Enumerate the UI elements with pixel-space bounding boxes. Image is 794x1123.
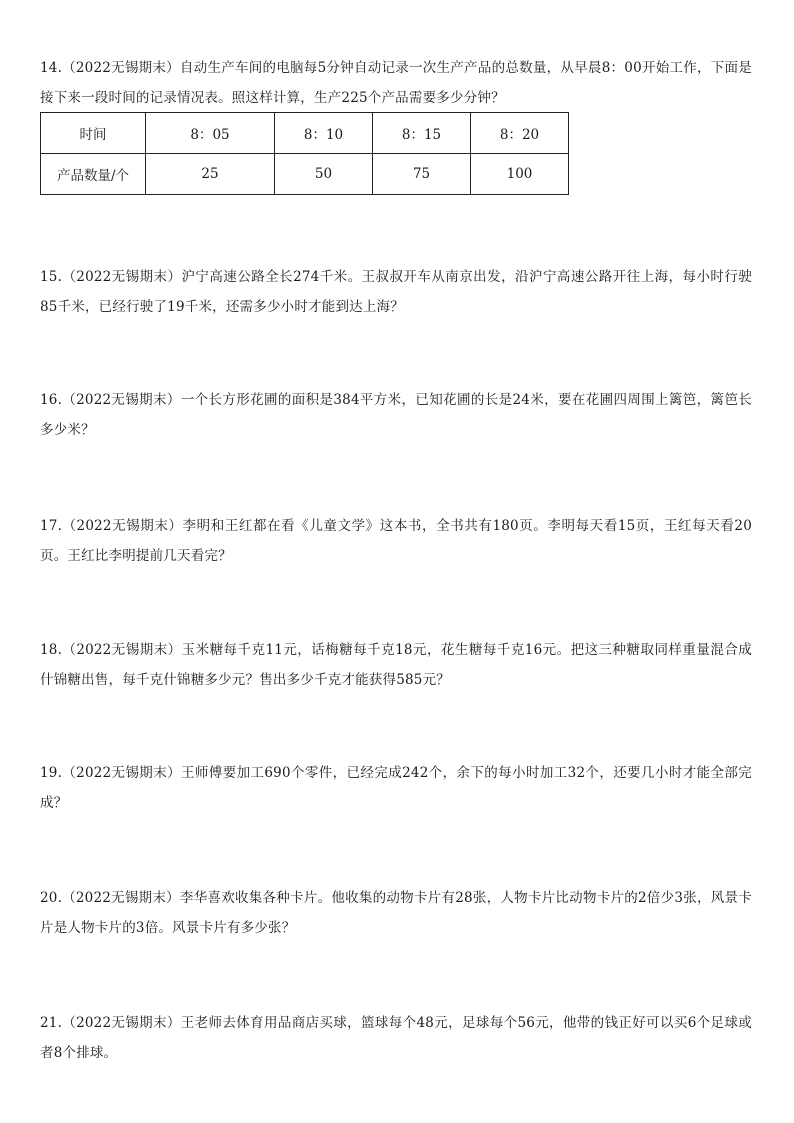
table-header-time: 时间 — [41, 113, 146, 154]
table-header-count: 产品数量/个 — [41, 154, 146, 195]
table-cell: 8：15 — [373, 113, 471, 154]
question-20: 20.（2022无锡期末）李华喜欢收集各种卡片。他收集的动物卡片有28张，人物卡片比动物卡片的2倍少3张，风景卡片是人物卡片的3倍。风景卡片有多少张？ — [40, 890, 752, 936]
table-cell: 50 — [275, 154, 373, 195]
question-14: 14.（2022无锡期末）自动生产车间的电脑每5分钟自动记录一次生产产品的总数量，从早晨8：00开始工作，下面是接下来一段时间的记录情况表。照这样计算，生产225个产品需要多少分钟？ — [40, 60, 752, 106]
question-21: 21.（2022无锡期末）王老师去体育用品商店买球，篮球每个48元，足球每个56元，他带的钱正好可以买6个足球或者8个排球。 — [40, 1015, 752, 1061]
table-row-time — [41, 113, 569, 154]
question-15: 15.（2022无锡期末）沪宁高速公路全长274千米。王叔叔开车从南京出发，沿沪宁高速公路开往上海，每小时行驶85千米，已经行驶了19千米，还需多少小时才能到达上海？ — [40, 269, 752, 315]
production-record-table — [40, 112, 569, 195]
table-cell: 75 — [373, 154, 471, 195]
table-row-count — [41, 154, 569, 195]
question-19: 19.（2022无锡期末）王师傅要加工690个零件，已经完成242个，余下的每小时加工32个，还要几小时才能全部完成？ — [40, 765, 752, 811]
table-cell: 8：05 — [146, 113, 275, 154]
table-cell: 8：20 — [471, 113, 569, 154]
question-16: 16.（2022无锡期末）一个长方形花圃的面积是384平方米，已知花圃的长是24米，要在花圃四周围上篱笆，篱笆长多少米？ — [40, 392, 752, 438]
question-17: 17.（2022无锡期末）李明和王红都在看《儿童文学》这本书，全书共有180页。李明每天看15页，王红每天看20页。王红比李明提前几天看完？ — [40, 518, 752, 564]
table-cell: 25 — [146, 154, 275, 195]
question-18: 18.（2022无锡期末）玉米糖每千克11元，话梅糖每千克18元，花生糖每千克16元。把这三种糖取同样重量混合成什锦糖出售，每千克什锦糖多少元？售出多少千克才能获得585元？ — [40, 642, 752, 688]
table-cell: 100 — [471, 154, 569, 195]
table-cell: 8：10 — [275, 113, 373, 154]
